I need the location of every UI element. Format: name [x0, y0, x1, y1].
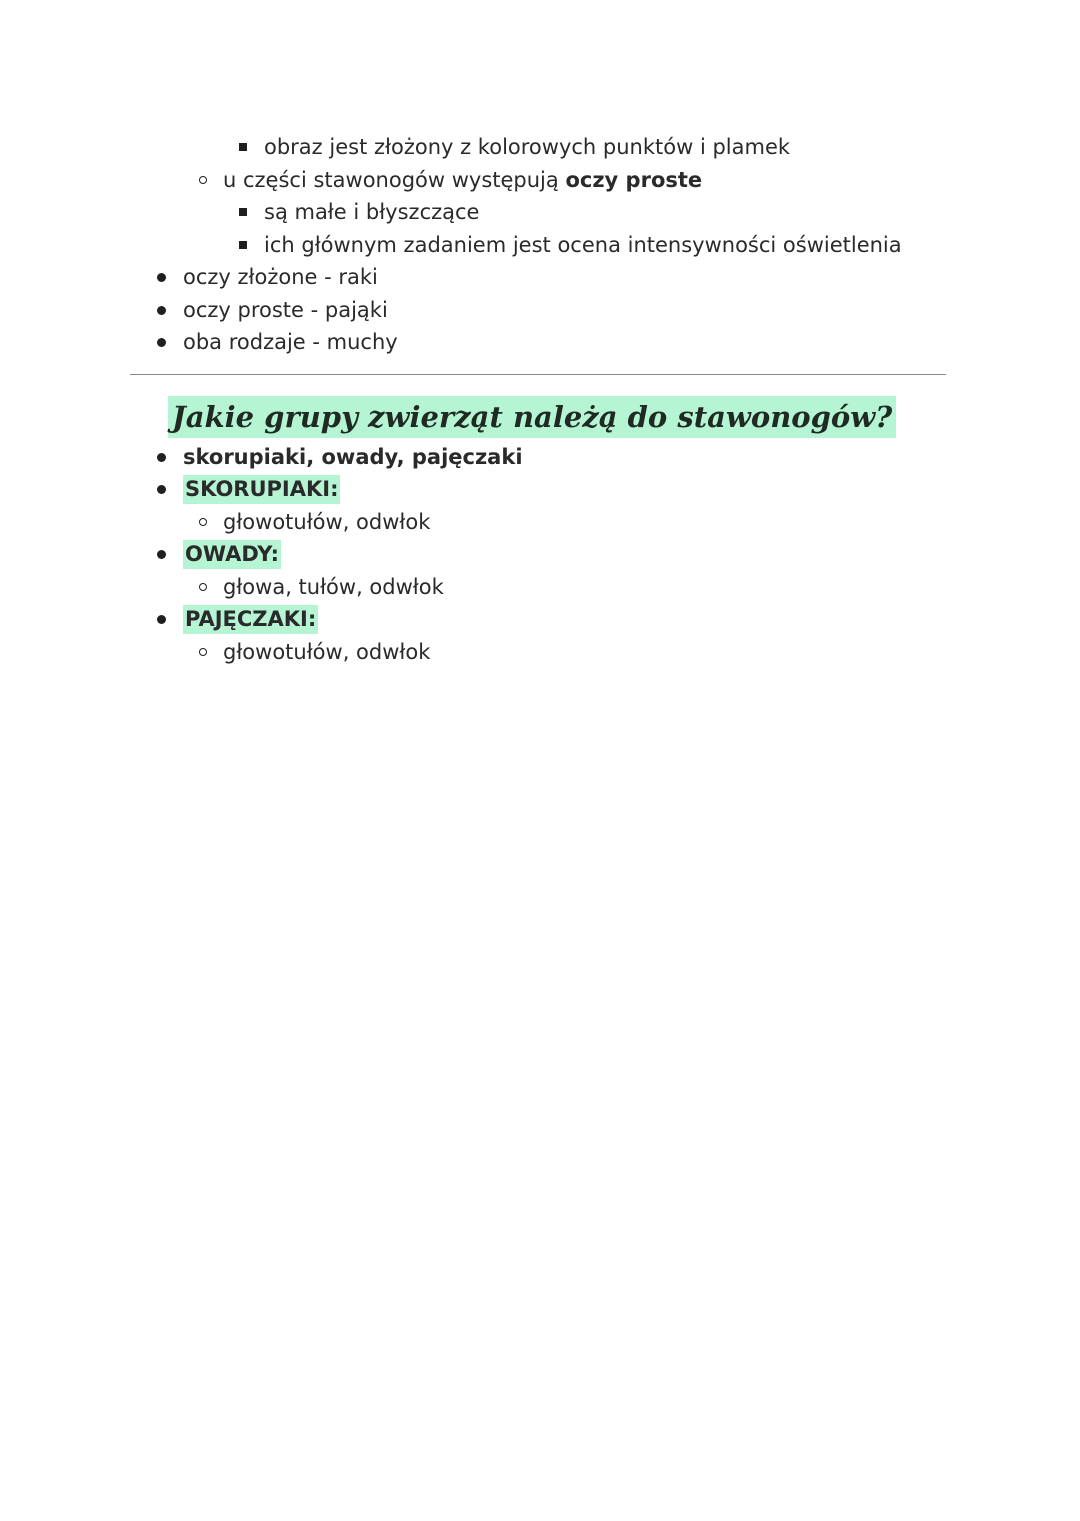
- bullet-icon: [157, 306, 166, 315]
- list-item-text: oczy proste - pająki: [183, 298, 388, 322]
- group-label: OWADY:: [183, 540, 281, 569]
- circle-bullet-icon: [199, 648, 207, 656]
- list-item-text: głowotułów, odwłok: [223, 510, 431, 534]
- bullet-icon: [157, 453, 166, 462]
- list-item-text: obraz jest złożony z kolorowych punktów i plamek: [264, 135, 791, 159]
- list-item-text: są małe i błyszczące: [264, 200, 480, 224]
- section-divider: [130, 374, 946, 375]
- bullet-icon: [157, 550, 166, 559]
- group-label: PAJĘCZAKI:: [183, 605, 318, 634]
- list-item-text: skorupiaki, owady, pajęczaki: [183, 445, 523, 469]
- list-item-text: ich głównym zadaniem jest ocena intensywności oświetlenia: [264, 233, 902, 257]
- square-bullet-icon: [239, 208, 247, 216]
- circle-bullet-icon: [199, 518, 207, 526]
- list-item-text: głowotułów, odwłok: [223, 640, 431, 664]
- list-item-text: u części stawonogów występują: [223, 168, 566, 192]
- bullet-icon: [157, 485, 166, 494]
- circle-bullet-icon: [199, 176, 207, 184]
- bullet-icon: [157, 615, 166, 624]
- bullet-icon: [157, 338, 166, 347]
- list-item-text: oba rodzaje - muchy: [183, 330, 398, 354]
- list-item-text: głowa, tułów, odwłok: [223, 575, 444, 599]
- square-bullet-icon: [239, 143, 247, 151]
- group-label: SKORUPIAKI:: [183, 475, 340, 504]
- square-bullet-icon: [239, 241, 247, 249]
- list-item-text: oczy złożone - raki: [183, 265, 378, 289]
- bullet-icon: [157, 273, 166, 282]
- section-heading: Jakie grupy zwierząt należą do stawonogów?: [168, 396, 896, 438]
- circle-bullet-icon: [199, 583, 207, 591]
- list-item-bold-text: oczy proste: [565, 168, 703, 192]
